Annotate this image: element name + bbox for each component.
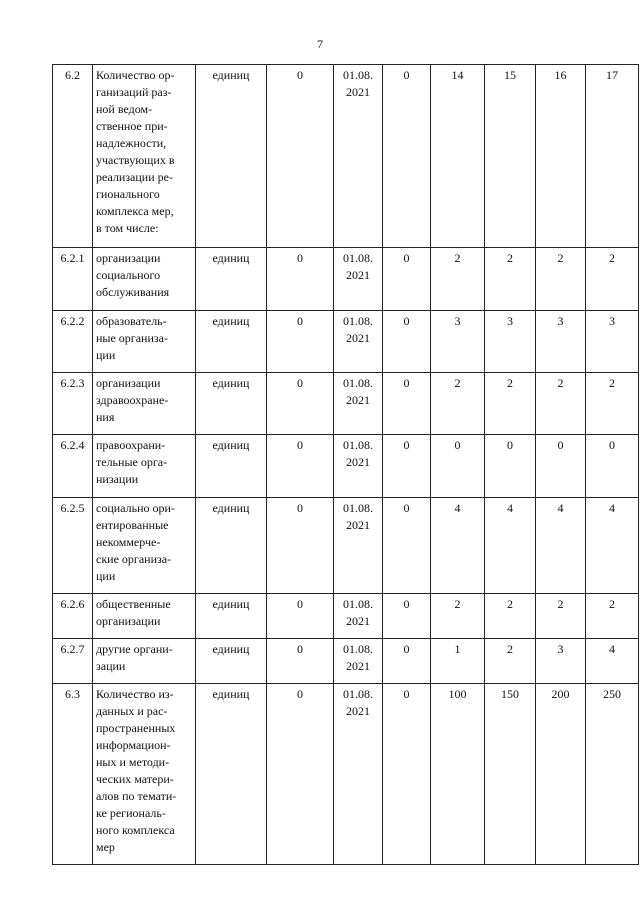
value-cell: 17 [586,65,639,248]
description-line: ентированные [96,518,169,532]
description-line: ции [96,569,116,583]
value-cell: 0 [383,311,431,373]
value-cell: 0 [586,435,639,498]
date-line: 2021 [346,518,370,532]
value-cell: 2 [586,373,639,435]
description-line: социального [96,268,161,282]
unit-cell: единиц [196,498,267,594]
value-cell: 16 [536,65,586,248]
value-cell: 0 [383,498,431,594]
value-cell: 3 [431,311,485,373]
value-cell: 0 [383,435,431,498]
value-cell: 0 [383,248,431,311]
description-line: ния [96,410,115,424]
date-line: 2021 [346,704,370,718]
date-line: 01.08. [343,438,373,452]
description-line: здравоохране- [96,393,169,407]
description-cell [93,498,196,594]
date-line: 01.08. [343,501,373,515]
date-line: 2021 [346,659,370,673]
value-cell: 14 [431,65,485,248]
row-number-cell: 6.2.4 [53,435,93,498]
value-cell: 2 [586,248,639,311]
description-line: комплекса мер, [96,204,174,218]
unit-cell: единиц [196,435,267,498]
unit-cell: единиц [196,65,267,248]
value-cell: 3 [485,311,536,373]
row-number-cell: 6.2.7 [53,639,93,684]
table-row [53,639,639,684]
base-value-cell: 0 [267,639,334,684]
base-value-cell: 0 [267,594,334,639]
date-line: 2021 [346,85,370,99]
base-value-cell: 0 [267,65,334,248]
base-value-cell: 0 [267,311,334,373]
value-cell: 2 [586,594,639,639]
value-cell: 4 [485,498,536,594]
description-line: участвующих в [96,153,175,167]
page-number: 7 [317,37,323,51]
description-line: низации [96,472,139,486]
description-line: Количество из- [96,687,174,701]
date-cell [334,684,383,865]
row-number-cell: 6.2.2 [53,311,93,373]
date-cell [334,594,383,639]
table-row [53,311,639,373]
value-cell: 0 [431,435,485,498]
description-line: пространенных [96,721,176,735]
date-line: 01.08. [343,68,373,82]
row-number-cell: 6.2 [53,65,93,248]
value-cell: 2 [431,248,485,311]
value-cell: 100 [431,684,485,865]
value-cell: 15 [485,65,536,248]
table-row [53,594,639,639]
description-line: ганизаций раз- [96,85,172,99]
date-line: 2021 [346,455,370,469]
date-line: 2021 [346,393,370,407]
table-row [53,684,639,865]
description-cell [93,373,196,435]
base-value-cell: 0 [267,684,334,865]
value-cell: 2 [536,594,586,639]
value-cell: 2 [536,373,586,435]
description-line: ке региональ- [96,806,166,820]
value-cell: 3 [536,639,586,684]
row-number-cell: 6.2.1 [53,248,93,311]
value-cell: 3 [536,311,586,373]
description-line: организации [96,376,161,390]
table-row [53,498,639,594]
date-line: 2021 [346,268,370,282]
date-cell [334,639,383,684]
value-cell: 2 [485,639,536,684]
value-cell: 0 [383,639,431,684]
unit-cell: единиц [196,311,267,373]
date-line: 01.08. [343,251,373,265]
description-line: некоммерче- [96,535,161,549]
unit-cell: единиц [196,594,267,639]
date-line: 01.08. [343,687,373,701]
description-line: ции [96,348,116,362]
value-cell: 150 [485,684,536,865]
value-cell: 2 [485,594,536,639]
base-value-cell: 0 [267,248,334,311]
value-cell: 0 [383,684,431,865]
description-cell [93,65,196,248]
row-number-cell: 6.2.6 [53,594,93,639]
value-cell: 2 [485,373,536,435]
description-line: другие органи- [96,642,173,656]
unit-cell: единиц [196,639,267,684]
date-cell [334,65,383,248]
date-cell [334,498,383,594]
description-line: надлежности, [96,136,167,150]
description-line: ные организа- [96,331,168,345]
description-cell [93,594,196,639]
description-line: обслуживания [96,285,170,299]
description-line: зации [96,659,126,673]
table-row [53,373,639,435]
description-line: ных и методи- [96,755,170,769]
value-cell: 250 [586,684,639,865]
value-cell: 0 [383,594,431,639]
description-line: организации [96,251,161,265]
description-cell [93,639,196,684]
description-line: образователь- [96,314,167,328]
unit-cell: единиц [196,684,267,865]
value-cell: 4 [586,639,639,684]
date-cell [334,373,383,435]
row-number-cell: 6.3 [53,684,93,865]
description-line: ственное при- [96,119,168,133]
date-cell [334,435,383,498]
description-line: мер [96,840,115,854]
value-cell: 1 [431,639,485,684]
base-value-cell: 0 [267,435,334,498]
table-row [53,65,639,248]
date-cell [334,311,383,373]
table-row [53,248,639,311]
date-line: 01.08. [343,642,373,656]
value-cell: 0 [383,373,431,435]
description-line: организации [96,614,161,628]
description-line: ческих матери- [96,772,174,786]
row-number-cell: 6.2.5 [53,498,93,594]
base-value-cell: 0 [267,373,334,435]
value-cell: 2 [431,594,485,639]
value-cell: 0 [485,435,536,498]
date-line: 01.08. [343,376,373,390]
date-line: 2021 [346,614,370,628]
indicators-table [52,64,639,865]
value-cell: 2 [431,373,485,435]
date-line: 01.08. [343,314,373,328]
description-line: реализации ре- [96,170,173,184]
description-line: тельные орга- [96,455,168,469]
table-row [53,435,639,498]
unit-cell: единиц [196,373,267,435]
description-cell [93,311,196,373]
unit-cell: единиц [196,248,267,311]
description-line: общественные [96,597,171,611]
description-cell [93,435,196,498]
value-cell: 0 [383,65,431,248]
value-cell: 2 [536,248,586,311]
base-value-cell: 0 [267,498,334,594]
value-cell: 0 [536,435,586,498]
description-line: алов по темати- [96,789,177,803]
description-line: социально ори- [96,501,175,515]
value-cell: 4 [431,498,485,594]
description-cell [93,248,196,311]
date-line: 2021 [346,331,370,345]
description-line: Количество ор- [96,68,175,82]
description-line: правоохрани- [96,438,166,452]
value-cell: 4 [536,498,586,594]
description-line: ной ведом- [96,102,153,116]
date-cell [334,248,383,311]
description-line: гионального [96,187,160,201]
value-cell: 200 [536,684,586,865]
description-line: ного комплекса [96,823,175,837]
description-line: в том числе: [96,221,159,235]
description-line: данных и рас- [96,704,168,718]
value-cell: 3 [586,311,639,373]
description-line: информацион- [96,738,171,752]
description-line: ские организа- [96,552,172,566]
row-number-cell: 6.2.3 [53,373,93,435]
description-cell [93,684,196,865]
value-cell: 2 [485,248,536,311]
date-line: 01.08. [343,597,373,611]
value-cell: 4 [586,498,639,594]
